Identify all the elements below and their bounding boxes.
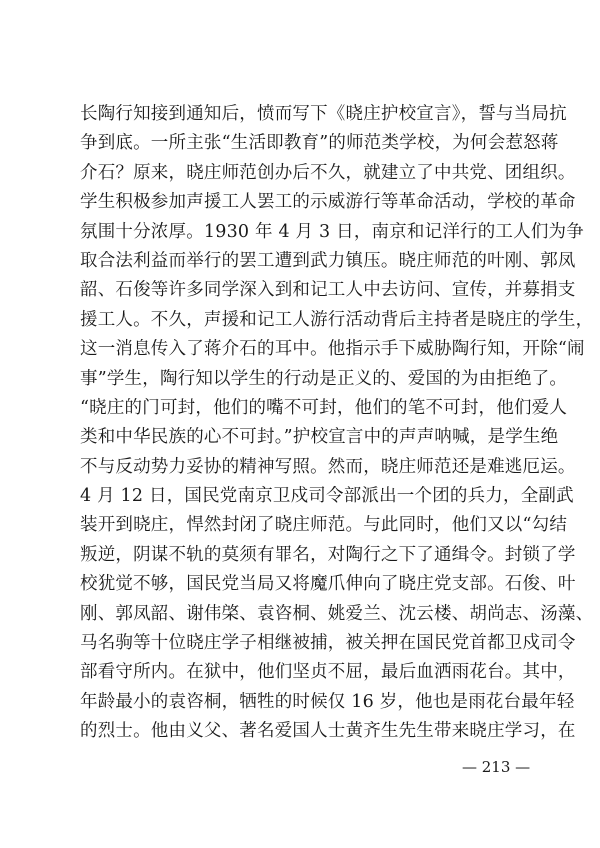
- text-line-22: 的烈士。他由义父、著名爱国人士黄齐生先生带来晓庄学习，在: [80, 721, 576, 742]
- text-line-20: 部看守所内。在狱中，他们坚贞不屈，最后血洒雨花台。其中，: [80, 662, 576, 683]
- text-line-17: 校犹觉不够，国民党当局又将魔爪伸向了晓庄党支部。石俊、叶: [80, 574, 576, 595]
- text-line-5: 氛围十分浓厚。1930 年 4 月 3 日，南京和记洋行的工人们为争: [80, 221, 584, 242]
- text-line-11: “晓庄的门可封，他们的嘴不可封，他们的笔不可封，他们爱人: [80, 397, 568, 418]
- page-number: — 213 —: [462, 758, 531, 776]
- text-line-21: 年龄最小的袁咨桐，牺牲的时候仅 16 岁，他也是雨花台最年轻: [80, 691, 575, 712]
- text-line-19: 马名驹等十位晓庄学子相继被捕，被关押在国民党首都卫戍司令: [80, 633, 576, 654]
- text-line-2: 争到底。一所主张“生活即教育”的师范类学校，为何会惹怒蒋: [80, 133, 559, 154]
- text-line-1: 长陶行知接到通知后，愤而写下《晓庄护校宣言》，誓与当局抗: [80, 104, 567, 124]
- text-line-15: 装开到晓庄，悍然封闭了晓庄师范。与此同时，他们又以“勾结: [80, 515, 568, 536]
- text-line-3: 介石？原来，晓庄师范创办后不久，就建立了中共党、团组织。: [80, 162, 576, 183]
- text-line-16: 叛逆，阴谋不轨的莫须有罪名，对陶行之下了通缉令。封锁了学: [80, 544, 576, 565]
- text-line-18: 刚、郭凤韶、谢伟棨、袁咨桐、姚爱兰、沈云楼、胡尚志、汤藻、: [80, 603, 594, 624]
- text-line-13: 不与反动势力妥协的精神写照。然而，晓庄师范还是难逃厄运。: [80, 456, 576, 477]
- text-line-7: 韶、石俊等许多同学深入到和记工人中去访问、宣传，并募捐支: [80, 280, 576, 301]
- text-line-14: 4 月 12 日，国民党南京卫戍司令部派出一个团的兵力，全副武: [80, 486, 574, 507]
- text-line-10: 事”学生，陶行知以学生的行动是正义的、爱国的为由拒绝了。: [80, 368, 568, 389]
- text-line-4: 学生积极参加声援工人罢工的示威游行等革命活动，学校的革命: [80, 192, 576, 213]
- text-line-12: 类和中华民族的心不可封。”护校宣言中的声声呐喊，是学生绝: [80, 427, 559, 448]
- text-line-6: 取合法利益而举行的罢工遭到武力镇压。晓庄师范的叶刚、郭凤: [80, 250, 576, 271]
- body-text: [80, 100, 594, 747]
- text-line-8: 援工人。不久，声援和记工人游行活动背后主持者是晓庄的学生，: [80, 309, 594, 330]
- text-line-9: 这一消息传入了蒋介石的耳中。他指示手下威胁陶行知，开除“闹: [80, 339, 585, 360]
